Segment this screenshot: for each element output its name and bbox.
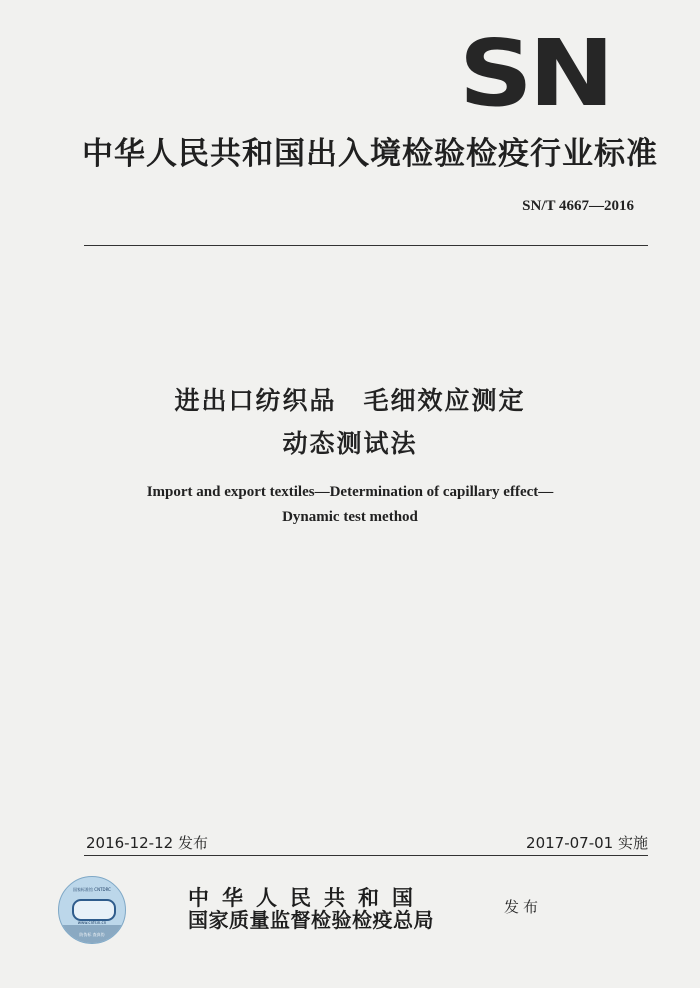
title-cn-line1: 进出口纺织品 毛细效应测定: [174, 386, 526, 415]
title-en-line1: Import and export textiles—Determination of capillary effect—: [146, 484, 554, 500]
standard-number: SN/T 4667—2016: [522, 198, 634, 214]
issue-date: 2016-12-12 发布: [86, 834, 208, 852]
effective-date: 2017-07-01 实施: [526, 834, 648, 852]
issuer-label: 发布: [504, 898, 543, 916]
seal-text-bottom: 防伪标 查真伪: [79, 932, 105, 937]
seal-text-top: 国家标准馆 CNTDRC: [73, 887, 111, 892]
title-en-line2: Dynamic test method: [282, 509, 418, 525]
sn-logo: SN: [458, 20, 610, 127]
org-title: 中华人民共和国出入境检验检疫行业标准: [82, 136, 658, 172]
anti-counterfeit-seal-icon: [58, 876, 126, 944]
issuer-line1: 中华人民共和国: [188, 885, 426, 910]
top-divider: [84, 245, 648, 246]
seal-emblem-icon: [72, 899, 116, 921]
bottom-divider: [84, 855, 648, 856]
title-cn-line2: 动态测试法: [282, 429, 418, 458]
seal-text-mid: www.cnfsin.cn: [77, 920, 107, 925]
issuer-line2: 国家质量监督检验检疫总局: [188, 908, 434, 932]
